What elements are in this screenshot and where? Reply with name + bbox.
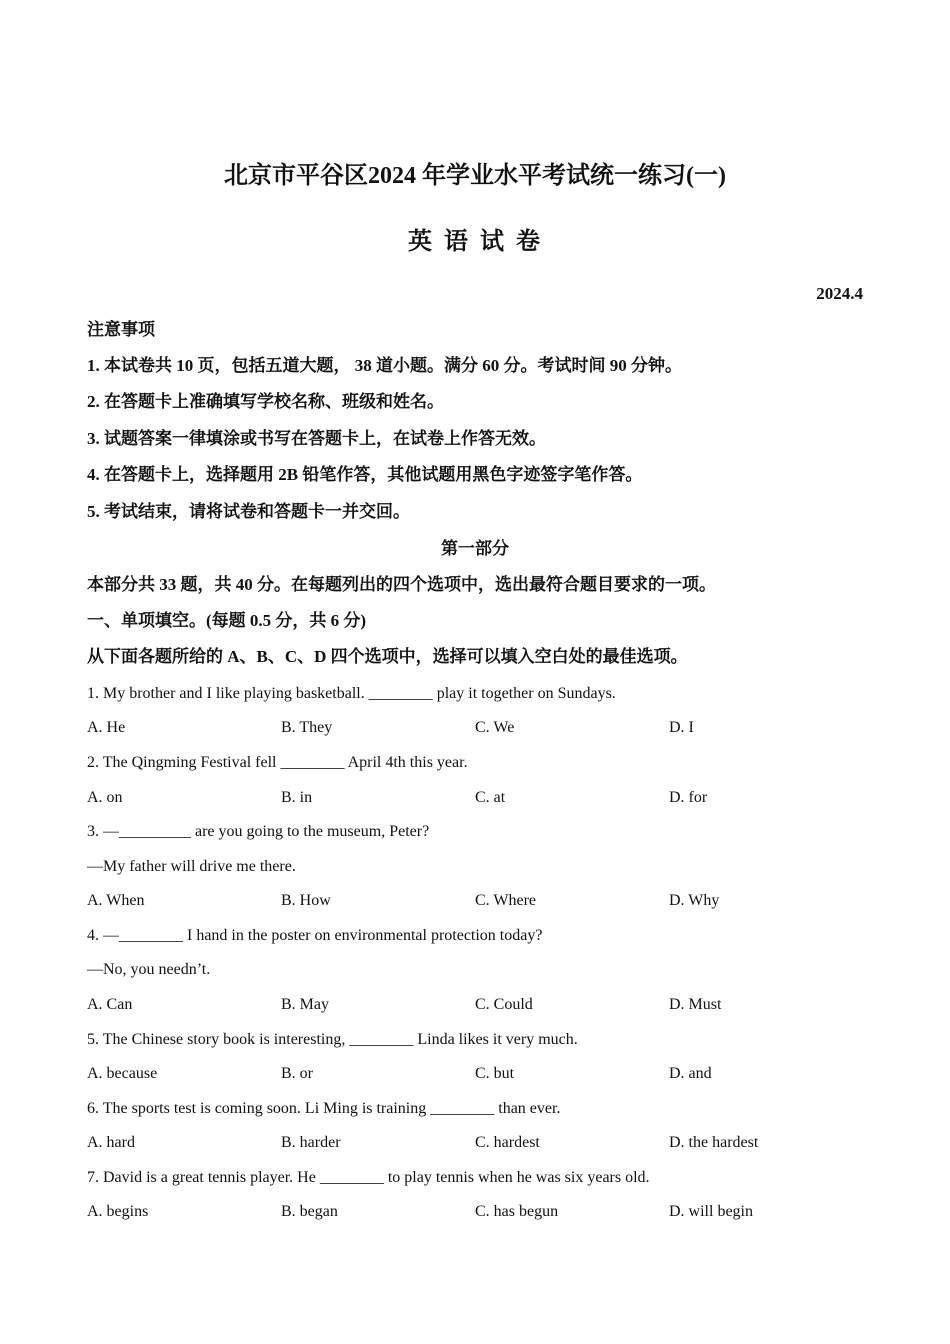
option-a: A. hard [87, 1134, 135, 1151]
option-c: C. We [475, 719, 515, 736]
option-b: B. in [281, 789, 313, 806]
option-c: C. has begun [475, 1203, 559, 1220]
notice-item: 1. 本试卷共 10 页，包括五道大题， 38 道小题。满分 60 分。考试时间 90 分钟。 [87, 356, 682, 375]
section-title: 一、单项填空。(每题 0.5 分，共 6 分) [87, 611, 367, 630]
question-text: 6. The sports test is coming soon. Li Ming is training ________ than ever. [87, 1100, 561, 1117]
notice-item: 3. 试题答案一律填涂或书写在答题卡上，在试卷上作答无效。 [87, 429, 546, 448]
option-a: A. because [87, 1065, 158, 1082]
option-d: D. will begin [669, 1203, 753, 1220]
option-c: C. Could [475, 996, 533, 1013]
exam-date: 2024.4 [816, 284, 863, 303]
option-d: D. Why [669, 892, 720, 909]
option-a: A. on [87, 789, 123, 806]
question-text: 7. David is a great tennis player. He ________ to play tennis when he was six years old. [87, 1169, 650, 1186]
option-a: A. begins [87, 1203, 149, 1220]
notice-item: 4. 在答题卡上，选择题用 2B 铅笔作答，其他试题用黑色字迹签字笔作答。 [87, 465, 643, 484]
notice-item: 2. 在答题卡上准确填写学校名称、班级和姓名。 [87, 392, 444, 411]
part-intro: 本部分共 33 题，共 40 分。在每题列出的四个选项中，选出最符合题目要求的一项。 [87, 575, 716, 594]
option-a: A. When [87, 892, 145, 909]
exam-subtitle: 英语试卷 [408, 229, 552, 255]
question-text: 5. The Chinese story book is interesting, ________ Linda likes it very much. [87, 1031, 578, 1048]
question-text: 3. —_________ are you going to the museum, Peter? [87, 823, 430, 840]
option-c: C. but [475, 1065, 515, 1082]
option-b: B. began [281, 1203, 338, 1220]
question-text: 2. The Qingming Festival fell ________ April 4th this year. [87, 754, 468, 771]
option-d: D. Must [669, 996, 722, 1013]
option-c: C. Where [475, 892, 537, 909]
question-text: 4. —________ I hand in the poster on environmental protection today? [87, 927, 543, 944]
option-d: D. for [669, 789, 708, 806]
option-b: B. May [281, 996, 329, 1013]
question-response: —No, you needn’t. [87, 961, 211, 978]
option-b: B. or [281, 1065, 313, 1082]
option-d: D. the hardest [669, 1134, 759, 1151]
question-response: —My father will drive me there. [87, 858, 296, 875]
notice-item: 5. 考试结束，请将试卷和答题卡一并交回。 [87, 502, 410, 521]
option-d: D. and [669, 1065, 712, 1082]
option-b: B. How [281, 892, 331, 909]
exam-title: 北京市平谷区2024 年学业水平考试统一练习(一) [224, 163, 726, 189]
option-c: C. at [475, 789, 506, 806]
option-a: A. Can [87, 996, 133, 1013]
option-b: B. harder [281, 1134, 341, 1151]
section-instruction: 从下面各题所给的 A、B、C、D 四个选项中，选择可以填入空白处的最佳选项。 [87, 647, 688, 666]
notice-heading: 注意事项 [87, 320, 155, 339]
option-d: D. I [669, 719, 694, 736]
question-text: 1. My brother and I like playing basketball. ________ play it together on Sundays. [87, 685, 616, 702]
option-c: C. hardest [475, 1134, 540, 1151]
option-b: B. They [281, 719, 333, 736]
part-heading: 第一部分 [441, 539, 509, 558]
option-a: A. He [87, 719, 126, 736]
